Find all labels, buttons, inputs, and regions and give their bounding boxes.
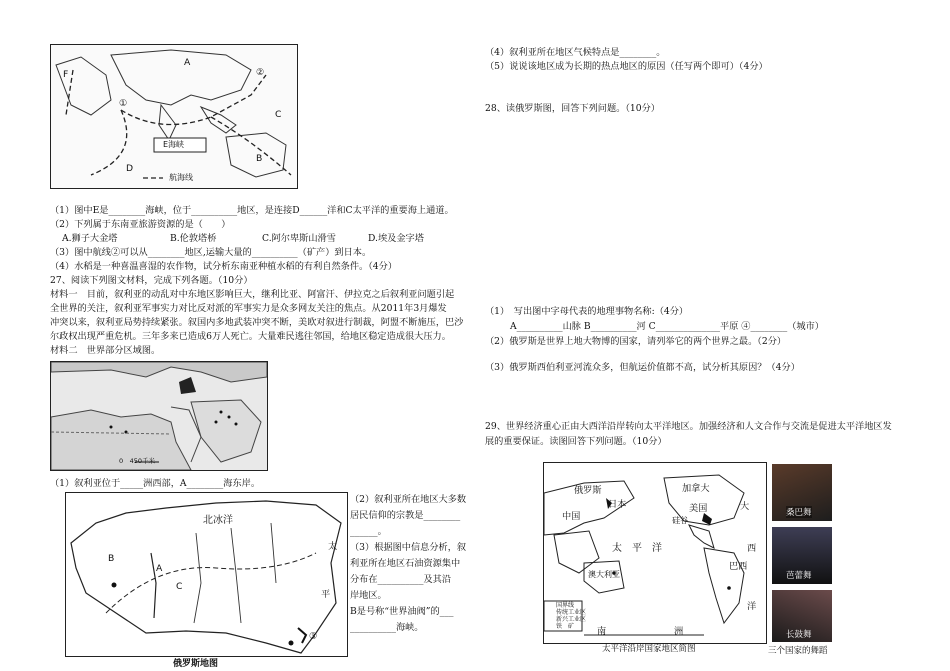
russia-label-a: A [156, 563, 163, 574]
pacific-label-zhou: 洲 [674, 626, 684, 637]
russia-side-line3: ______。 [350, 526, 387, 537]
q26-option-c: C.阿尔卑斯山滑雪 [262, 233, 336, 244]
q27-material1-line1: 材料一 目前，叙利亚的动乱对中东地区影响巨大，继利比亚、阿富汗、伊拉克之后叙利亚问题引起 [50, 289, 455, 300]
q26-line4: （4）水稻是一种喜温喜湿的农作物，试分析东南亚种植水稻的有利自然条件。（4分） [50, 261, 398, 272]
pacific-legend-iron: 铁 矿 [556, 623, 575, 630]
samba-photo [772, 464, 832, 521]
q28-question1: （1） 写出图中字母代表的地理事物名称:（4分） [485, 306, 689, 317]
pacific-label-china: 中国 [562, 511, 581, 522]
pacific-label-big: 大 [740, 501, 750, 512]
russia-side-line6: 分布在__________及其沿 [350, 574, 452, 585]
ballet-caption: 芭蕾舞 [786, 571, 812, 581]
q28-title: 28、读俄罗斯图，回答下列问题。（10分） [485, 103, 660, 114]
russia-label-pacific-1: 太 [328, 541, 338, 552]
pacific-legend-border: 国界线 [556, 602, 575, 609]
russia-map-caption: 俄罗斯地图 [173, 659, 219, 669]
q26-option-b: B.伦敦塔桥 [170, 233, 217, 244]
q29-line1: 29、世界经济重心正由大西洋沿岸转向太平洋地区。加强经济和人文合作与交流是促进太平洋地区发 [485, 421, 892, 432]
pacific-label-brazil: 巴西 [729, 561, 748, 572]
q28-question1-fill: A__________山脉 B__________河 C______________平原 ④________（城市） [510, 321, 824, 332]
pacific-label-bogota: 硅谷 [672, 516, 688, 525]
samba-caption: 桑巴舞 [786, 508, 812, 518]
map-label-f: F [63, 69, 69, 80]
russia-side-line2: 居民信仰的宗教是________ [350, 510, 461, 521]
russia-label-c: C [176, 581, 183, 592]
q27-title: 27、阅读下列图文材料，完成下列各题。（10分） [50, 275, 253, 286]
pacific-legend-emerging: 新兴工业区 [556, 616, 587, 623]
map-label-n1: ① [119, 98, 128, 109]
pacific-label-russia: 俄罗斯 [574, 485, 602, 496]
russia-side-line1: （2）叙利亚所在地区大多数 [350, 494, 467, 505]
russia-side-line7: 岸地区。 [350, 590, 387, 601]
pacific-label-west: 西 [747, 543, 757, 554]
southeast-asia-route-map [50, 44, 298, 189]
q29-line2: 展的重要保证。读图回答下列问题。（10分） [485, 436, 667, 447]
pacific-rim-map [543, 462, 767, 644]
q26-option-a: A.狮子大金塔 [62, 233, 118, 244]
middle-east-scale: 0 450千米 [119, 457, 156, 465]
pacific-legend-traditional: 传统工业区 [556, 609, 587, 616]
russia-side-line9: __________海峡。 [350, 622, 424, 633]
map-label-a: A [184, 57, 191, 68]
pacific-label-canada: 加拿大 [682, 483, 710, 494]
russia-side-line4: （3）根据图中信息分析，叙 [350, 542, 467, 553]
q27-material2: 材料二 世界部分区域图。 [50, 345, 161, 356]
q28-question2: （2）俄罗斯是世界上地大物博的国家，请列举它的两个世界之最。（2分） [485, 336, 787, 347]
pacific-label-aus: 澳大利亚 [588, 570, 620, 579]
pacific-map-caption: 太平洋沿岸国家地区简图 [602, 644, 696, 654]
middle-east-map [50, 361, 268, 471]
q27-question5: （5）说说该地区成为长期的热点地区的原因（任写两个即可）（4分） [485, 61, 768, 72]
pacific-label-usa: 美国 [689, 503, 708, 514]
russia-map [65, 492, 348, 657]
russia-label-arctic: 北冰洋 [203, 515, 233, 526]
q27-question1: （1）叙利亚位于_____洲西部，A________海东岸。 [50, 478, 261, 489]
drum-dance-photo [772, 590, 832, 642]
q26-line2: （2）下列属于东南亚旅游资源的是（ ） [50, 219, 231, 230]
map-label-n2: ② [256, 67, 265, 78]
middle-east-drawing [51, 362, 267, 470]
russia-label-n3: ③ [309, 631, 318, 642]
pacific-label-south: 南 [597, 626, 607, 637]
q26-line3: （3）图中航线②可以从________地区,运输大量的__________（矿产）到日本。 [50, 247, 372, 258]
map-label-b: B [256, 153, 263, 164]
russia-side-line5: 利亚所在地区石油资源集中 [350, 558, 461, 569]
map-label-d: D [126, 163, 134, 174]
pacific-label-pacific: 太 平 洋 [612, 543, 662, 554]
q27-material1-line4: 尔政权出现严重危机。三年多来已造成6万人死亡。大量难民逃往邻国，给地区稳定造成很大压力。 [50, 331, 451, 342]
russia-label-b: B [108, 553, 115, 564]
russia-label-pacific-2: 平 [321, 589, 331, 600]
drum-dance-caption: 长鼓舞 [786, 630, 812, 640]
pacific-label-ocean: 洋 [747, 601, 757, 612]
q26-line1: （1）图中E是________海峡，位于__________地区，是连接D______洋和C太平洋的重要海上通道。 [50, 205, 454, 216]
russia-side-line8: B是号称“世界油阀”的___ [350, 606, 454, 617]
map-legend-route: 航海线 [169, 173, 193, 182]
ballet-photo [772, 527, 832, 584]
pacific-label-japan: 日本 [608, 499, 627, 510]
map-label-e-box: E海峡 [163, 140, 185, 149]
q27-question4: （4）叙利亚所在地区气候特点是________。 [485, 47, 666, 58]
q28-question3: （3）俄罗斯西伯利亚河流众多，但航运价值都不高，试分析其原因？（4分） [485, 362, 800, 373]
q27-material1-line2: 全世界的关注，叙利亚军事实力对比反对派的军事实力是众多网友关注的焦点。从2011年3月爆发 [50, 303, 447, 314]
q26-option-d: D.埃及金字塔 [368, 233, 424, 244]
q27-material1-line3: 冲突以来，叙利亚局势持续紧张。叙国内多地武装冲突不断，美欧对叙进行制裁，阿盟不断施压，巴沙 [50, 317, 464, 328]
dance-photos-caption: 三个国家的舞蹈 [768, 646, 828, 656]
map-label-c: C [275, 109, 282, 120]
